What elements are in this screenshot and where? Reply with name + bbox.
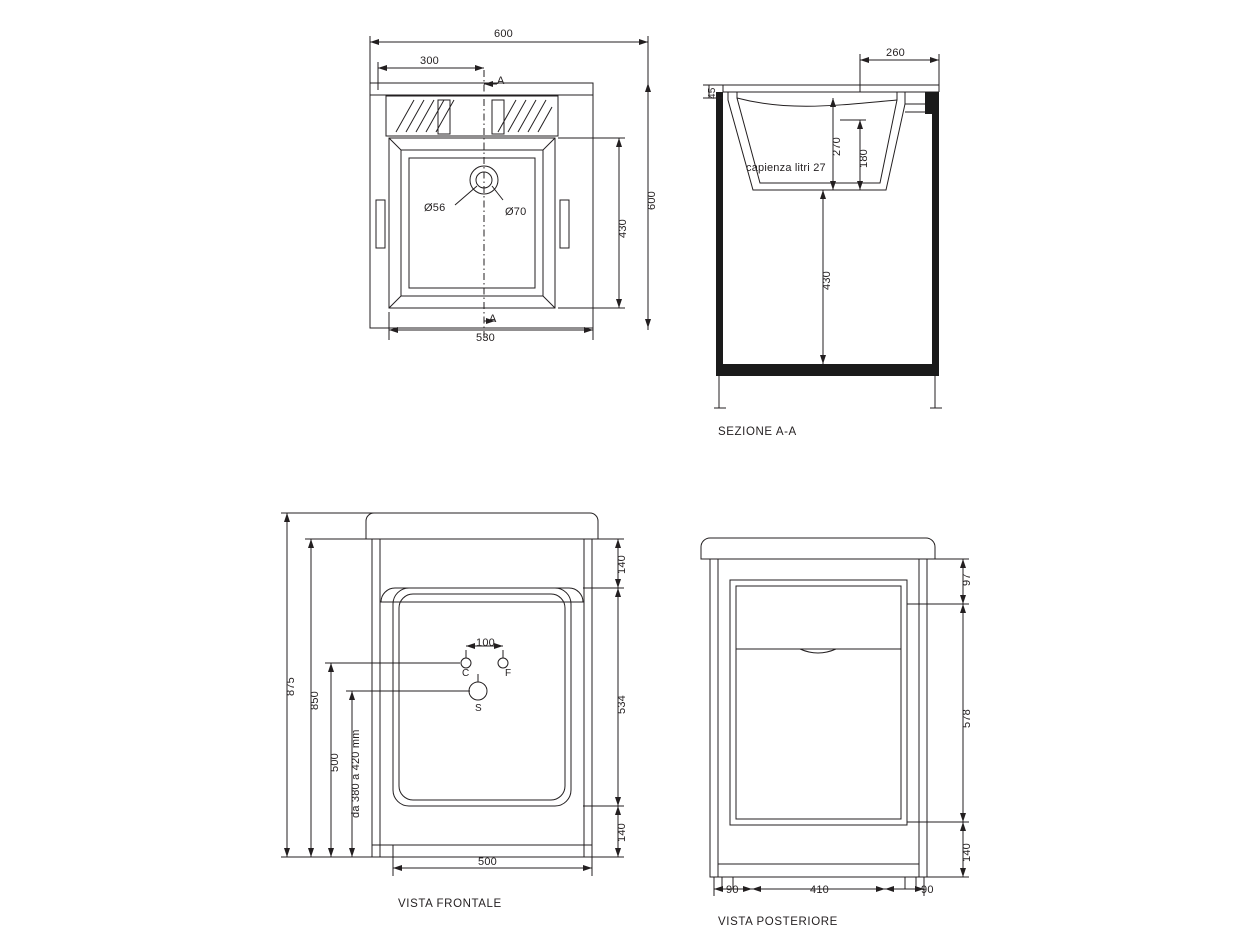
- dim-front-500-width: 500: [478, 856, 497, 868]
- view-caption-front: VISTA FRONTALE: [398, 898, 502, 910]
- dim-rear-578: 578: [961, 709, 973, 728]
- dim-front-100: 100: [476, 637, 495, 649]
- dim-rear-410: 410: [810, 884, 829, 896]
- view-caption-rear: VISTA POSTERIORE: [718, 916, 838, 928]
- dim-sec-45: 45: [707, 87, 718, 99]
- dim-front-range: da 380 a 420 mm: [350, 729, 362, 818]
- dim-top-430-vertical: 430: [617, 219, 629, 238]
- dim-front-850: 850: [309, 691, 321, 710]
- capacity-note: capienza litri 27: [746, 162, 826, 174]
- tap-mark-drain: S: [475, 703, 482, 714]
- dim-rear-140: 140: [961, 843, 973, 862]
- dim-rear-97: 97: [961, 573, 973, 586]
- view-caption-section: SEZIONE A-A: [718, 426, 797, 438]
- section-mark-top: A: [497, 75, 505, 87]
- dim-front-140-bottom: 140: [616, 823, 628, 842]
- dim-top-300: 300: [420, 55, 439, 67]
- dim-top-600: 600: [494, 28, 513, 40]
- dim-sec-180: 180: [858, 149, 870, 168]
- dim-front-140-top: 140: [616, 555, 628, 574]
- dim-sec-430: 430: [821, 271, 833, 290]
- dim-sec-270: 270: [831, 137, 843, 156]
- tap-mark-cold: C: [462, 668, 470, 679]
- tap-mark-hot: F: [505, 668, 512, 679]
- dim-front-875: 875: [285, 677, 297, 696]
- dim-sec-260: 260: [886, 47, 905, 59]
- dim-front-500: 500: [329, 753, 341, 772]
- dim-hole-56: Ø56: [424, 202, 446, 214]
- section-mark-bottom: A: [489, 313, 497, 325]
- dim-top-530: 530: [476, 332, 495, 344]
- dim-rear-90-left: 90: [726, 884, 739, 896]
- dim-rear-90-right: 90: [921, 884, 934, 896]
- dim-hole-70: Ø70: [505, 206, 527, 218]
- dim-front-534: 534: [616, 695, 628, 714]
- dim-top-600-vertical: 600: [646, 191, 658, 210]
